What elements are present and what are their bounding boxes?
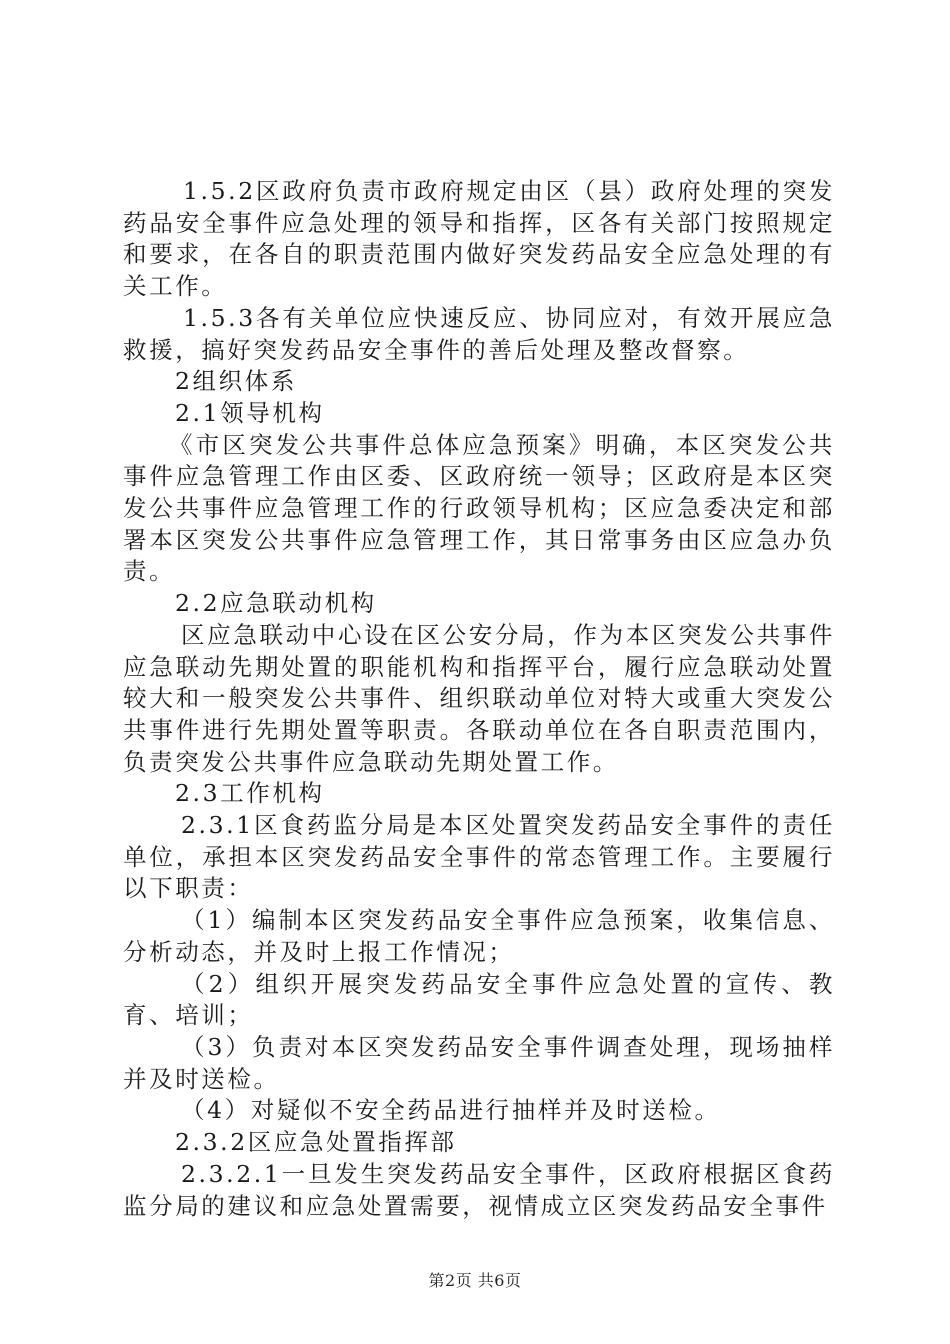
section-heading: 2.3工作机构: [175, 779, 325, 808]
paragraph: 2.3.1区食药监分局是本区处置突发药品安全事件的责任单位，承担本区突发药品安全事件的常态管理工作。主要履行以下职责：: [123, 811, 835, 903]
paragraph: 1.5.2区政府负责市政府规定由区（县）政府处理的突发药品安全事件应急处理的领导和指挥，区各有关部门按照规定和要求，在各自的职责范围内做好突发药品安全应急处理的有关工作。: [123, 177, 835, 301]
document-body: [123, 176, 835, 1222]
list-item: （4）对疑似不安全药品进行抽样并及时送检。: [181, 1096, 721, 1125]
paragraph: 1.5.3各有关单位应快速反应、协同应对，有效开展应急救援，搞好突发药品安全事件的善后处理及整改督察。: [123, 303, 835, 364]
section-heading: 2.1领导机构: [175, 398, 325, 427]
list-item: （1）编制本区突发药品安全事件应急预案，收集信息、分析动态，并及时上报工作情况；: [123, 906, 835, 966]
paragraph: 《市区突发公共事件总体应急预案》明确，本区突发公共事件应急管理工作由区委、区政府统一领导；区政府是本区突发公共事件应急管理工作的行政领导机构；区应急委决定和部署本区突发公共事件应急管理工作，其日常事务由区应急办负责。: [123, 430, 835, 586]
page-number-footer: 第2页 共6页: [428, 1271, 522, 1290]
section-heading: 2.3.2区应急处置指挥部: [175, 1128, 457, 1157]
paragraph: 区应急联动中心设在区公安分局，作为本区突发公共事件应急联动先期处置的职能机构和指挥平台，履行应急联动处置较大和一般突发公共事件、组织联动单位对特大或重大突发公共事件进行先期处置等职责。各联动单位在各自职责范围内，负责突发公共事件应急联动先期处置工作。: [123, 620, 835, 776]
section-heading: 2组织体系: [175, 367, 297, 396]
list-item: （2）组织开展突发药品安全事件应急处置的宣传、教育、培训；: [123, 969, 835, 1030]
paragraph: 2.3.2.1一旦发生突发药品安全事件，区政府根据区食药监分局的建议和应急处置需要，视情成立区突发药品安全事件: [123, 1159, 835, 1220]
section-heading: 2.2应急联动机构: [175, 589, 377, 618]
list-item: （3）负责对本区突发药品安全事件调查处理，现场抽样并及时送检。: [123, 1032, 835, 1093]
